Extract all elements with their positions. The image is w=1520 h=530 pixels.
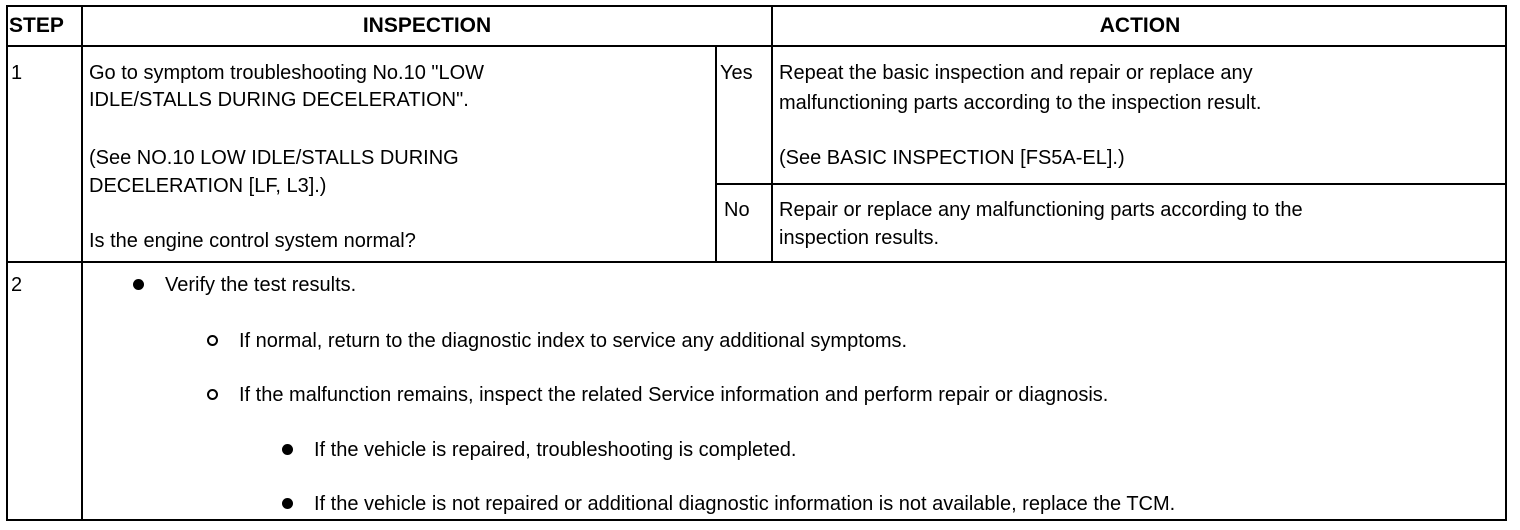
step-1-inspection-line: IDLE/STALLS DURING DECELERATION".	[89, 89, 469, 111]
step-1-number: 1	[11, 62, 23, 84]
header-inspection: INSPECTION	[362, 14, 492, 37]
no-action-line: inspection results.	[779, 227, 940, 249]
step-1-question: Is the engine control system normal?	[89, 230, 416, 252]
yes-label: Yes	[720, 62, 753, 84]
header-action: ACTION	[1099, 14, 1181, 37]
divider-yes-no-column	[715, 47, 717, 261]
divider-yes-no-row	[715, 183, 1507, 185]
divider-header-row	[6, 45, 1507, 47]
step-1-inspection-reference: (See NO.10 LOW IDLE/STALLS DURING	[89, 147, 459, 169]
step-2-sub-bullet: If the malfunction remains, inspect the related Service information and perform repair or diagnosis.	[239, 384, 1109, 406]
no-label: No	[724, 199, 750, 221]
step-2-sub-sub-bullet: If the vehicle is not repaired or additional diagnostic information is not available, replace the TCM.	[314, 493, 1176, 515]
yes-action-reference: (See BASIC INSPECTION [FS5A-EL].)	[779, 147, 1125, 169]
bullet-circle-icon	[207, 335, 218, 346]
bullet-dot-icon	[133, 279, 144, 290]
yes-action-line: Repeat the basic inspection and repair or replace any	[779, 62, 1253, 84]
step-1-inspection-line: Go to symptom troubleshooting No.10 "LOW	[89, 62, 485, 84]
bullet-dot-icon	[282, 498, 293, 509]
bullet-circle-icon	[207, 389, 218, 400]
divider-step-row	[6, 261, 1507, 263]
step-2-number: 2	[11, 274, 23, 296]
no-action-line: Repair or replace any malfunctioning parts according to the	[779, 199, 1303, 221]
step-2-sub-bullet: If normal, return to the diagnostic index to service any additional symptoms.	[239, 330, 908, 352]
yes-action-line: malfunctioning parts according to the inspection result.	[779, 92, 1262, 114]
step-2-bullet: Verify the test results.	[165, 274, 357, 296]
bullet-dot-icon	[282, 444, 293, 455]
header-step: STEP	[9, 14, 64, 37]
divider-step-column	[81, 5, 83, 521]
step-1-inspection-reference: DECELERATION [LF, L3].)	[89, 175, 327, 197]
step-2-sub-sub-bullet: If the vehicle is repaired, troubleshooting is completed.	[314, 439, 797, 461]
